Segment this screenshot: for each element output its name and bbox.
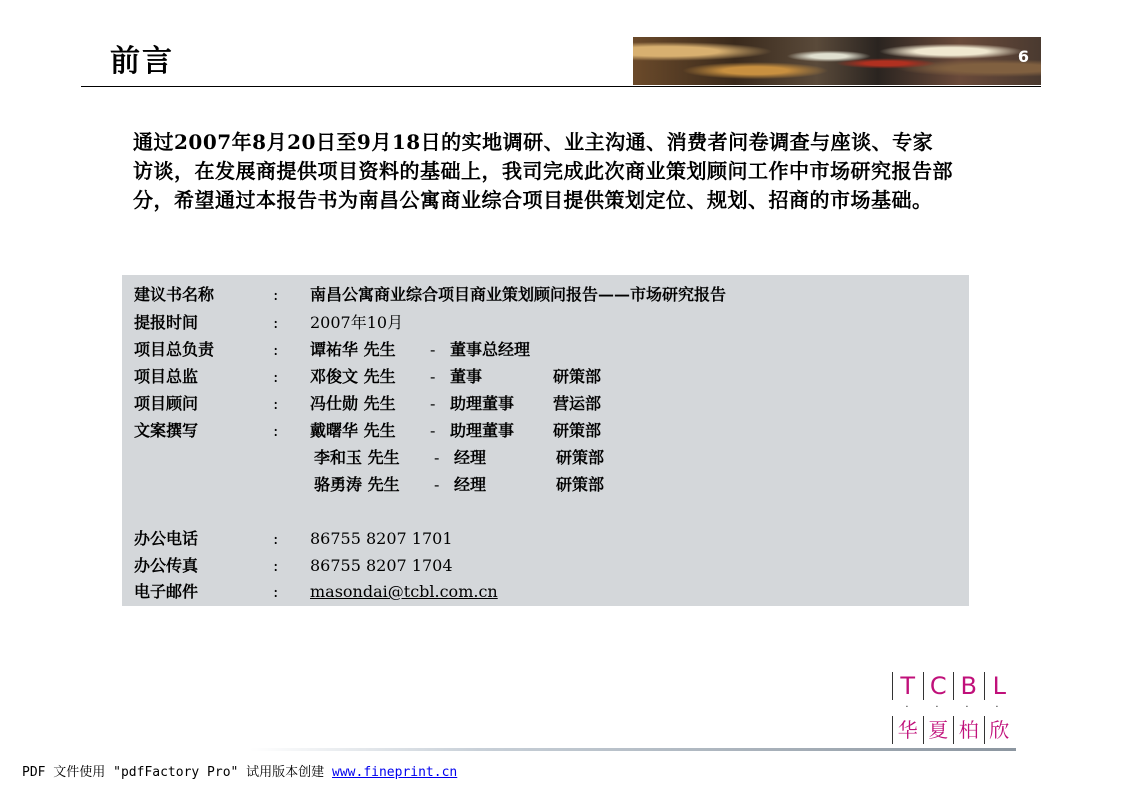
fax-value: 86755 8207 1704 bbox=[310, 556, 453, 575]
logo-letter: L bbox=[984, 672, 1015, 700]
logo-letter: C bbox=[923, 672, 954, 700]
dash: - bbox=[430, 340, 436, 359]
pdf-note-text: PDF 文件使用 "pdfFactory Pro" 试用版本创建 bbox=[22, 765, 333, 780]
person-name: 戴曙华 先生 bbox=[310, 421, 396, 440]
tcbl-logo bbox=[892, 672, 1014, 744]
dash: - bbox=[430, 421, 436, 440]
colon: : bbox=[273, 394, 279, 413]
date-value: 2007年10月 bbox=[310, 313, 404, 332]
logo-chars bbox=[892, 716, 1014, 744]
person-role: 助理董事 bbox=[450, 421, 515, 440]
logo-char: 夏 bbox=[923, 716, 954, 744]
colon: : bbox=[273, 421, 279, 440]
report-info-panel bbox=[122, 275, 969, 606]
logo-char: 柏 bbox=[953, 716, 984, 744]
phone-label: 办公电话 bbox=[134, 529, 199, 548]
person-name: 骆勇涛 先生 bbox=[314, 475, 400, 494]
header-photo-banner bbox=[633, 37, 1041, 85]
page-title: 前言 bbox=[110, 44, 174, 79]
person-dept: 研策部 bbox=[556, 475, 605, 494]
logo-dot: · bbox=[995, 702, 999, 713]
phone-value: 86755 8207 1701 bbox=[310, 529, 453, 548]
supervisor-label: 项目总监 bbox=[134, 367, 199, 386]
person-name: 李和玉 先生 bbox=[314, 448, 400, 467]
person-role: 董事总经理 bbox=[450, 340, 531, 359]
pdf-watermark-note bbox=[22, 764, 457, 782]
person-dept: 研策部 bbox=[553, 421, 602, 440]
header-divider bbox=[81, 86, 1041, 87]
intro-paragraph: 通过2007年8月20日至9月18日的实地调研、业主沟通、消费者问卷调查与座谈、专家访谈，在发展商提供项目资料的基础上，我司完成此次商业策划顾问工作中市场研究报告部分，希望通过本报告书为南昌公寓商业综合项目提供策划定位、规划、招商的市场基础。 bbox=[133, 130, 953, 212]
email-label: 电子邮件 bbox=[134, 582, 199, 601]
dash: - bbox=[434, 475, 440, 494]
person-name: 邓俊文 先生 bbox=[310, 367, 396, 386]
logo-letter: B bbox=[953, 672, 984, 700]
date-label: 提报时间 bbox=[134, 313, 199, 332]
footer-divider bbox=[250, 748, 1016, 751]
report-name-value: 南昌公寓商业综合项目商业策划顾问报告——市场研究报告 bbox=[310, 285, 727, 304]
logo-letter: T bbox=[892, 672, 923, 700]
person-role: 经理 bbox=[454, 475, 487, 494]
person-role: 经理 bbox=[454, 448, 487, 467]
person-name: 谭祐华 先生 bbox=[310, 340, 396, 359]
logo-dots bbox=[892, 704, 1014, 712]
dash: - bbox=[430, 367, 436, 386]
logo-dot: · bbox=[905, 702, 909, 713]
lead-label: 项目总负责 bbox=[134, 340, 215, 359]
logo-letters bbox=[892, 672, 1014, 700]
colon: : bbox=[273, 582, 279, 601]
person-name: 冯仕勋 先生 bbox=[310, 394, 396, 413]
writer-label: 文案撰写 bbox=[134, 421, 199, 440]
person-role: 助理董事 bbox=[450, 394, 515, 413]
fax-label: 办公传真 bbox=[134, 556, 199, 575]
fineprint-link[interactable]: www.fineprint.cn bbox=[332, 765, 458, 780]
colon: : bbox=[273, 367, 279, 386]
person-dept: 营运部 bbox=[553, 394, 602, 413]
logo-dot: · bbox=[965, 702, 969, 713]
colon: : bbox=[273, 313, 279, 332]
logo-dot: · bbox=[935, 702, 939, 713]
page-number: 6 bbox=[1017, 47, 1029, 66]
logo-char: 华 bbox=[892, 716, 923, 744]
person-dept: 研策部 bbox=[556, 448, 605, 467]
logo-char: 欣 bbox=[984, 716, 1015, 744]
person-role: 董事 bbox=[450, 367, 483, 386]
colon: : bbox=[273, 529, 279, 548]
advisor-label: 项目顾问 bbox=[134, 394, 199, 413]
dash: - bbox=[434, 448, 440, 467]
report-name-label: 建议书名称 bbox=[134, 285, 215, 304]
dash: - bbox=[430, 394, 436, 413]
colon: : bbox=[273, 340, 279, 359]
person-dept: 研策部 bbox=[553, 367, 602, 386]
email-link[interactable]: masondai@tcbl.com.cn bbox=[310, 582, 498, 601]
colon: : bbox=[273, 556, 279, 575]
colon: : bbox=[273, 285, 279, 304]
